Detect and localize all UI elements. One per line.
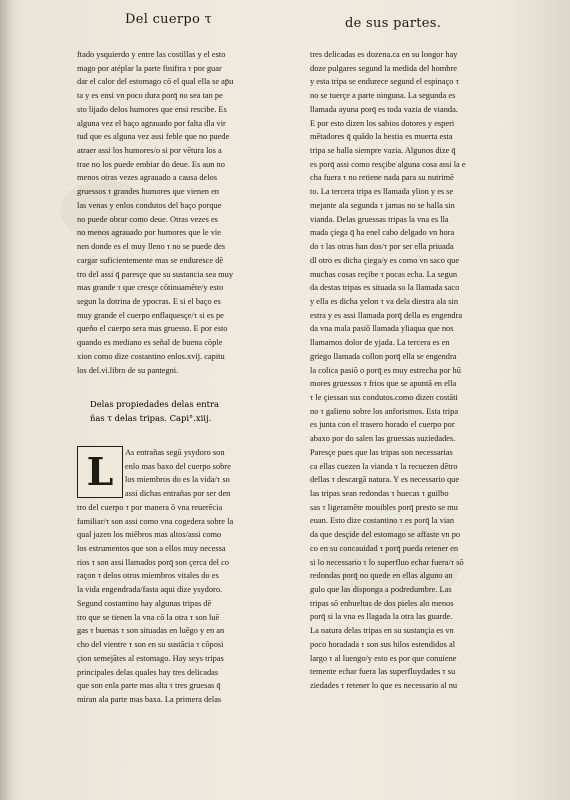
text-line: es porq̄ assi como resçibe alguna cosa assi la e (310, 159, 466, 169)
text-line: principales delas quales hay tres delicadas (77, 667, 219, 677)
text-line: redondas porq̄ no quede en ellas alguno an (310, 571, 453, 581)
text-line: tro que se tienen la vna cō la otra τ son luē (77, 612, 220, 622)
text-line: Paresçe pues que las tripas son necessarias (310, 447, 453, 457)
text-line: doze pulgares segund la medida del hombre (310, 63, 457, 73)
text-line: co en su concauidad τ porq̄ pueda retener en (310, 543, 459, 553)
text-line: da vna mala pasiō llamada yliaqua que nos (310, 324, 454, 334)
text-line: no τ galieno sobre los anforismos. Esta tripa (310, 406, 459, 416)
text-line: E por esto dizen los sabios dotores y esperi (310, 118, 455, 128)
text-line: largo τ al luengo/y esto es por que conuiene (310, 653, 457, 663)
text-line: dl otro es dicha çiega/y es como vn saco que (310, 255, 460, 265)
running-head-right: de sus partes. (345, 16, 442, 31)
text-line: assi dichas entrañas por ser den (125, 489, 231, 499)
text-line: raçon τ delos otros miembros vitales do es (77, 571, 219, 581)
text-line: porq̄ si la vna es llagada la otra las guarde. (310, 612, 453, 622)
text-line: familiar/τ son assi como vna cogedera sobre la (77, 516, 234, 526)
text-line: y esta tripa se endurece segund el espinaço τ (310, 77, 459, 87)
text-line: do τ las otras han dos/τ por ser ella priuada (310, 242, 454, 252)
text-line: gruessos τ grandes humores que vienen en (77, 187, 219, 197)
text-line: vianda. Delas gruessas tripas la vna es lla (310, 214, 449, 224)
text-line: no se tuerçe a parte ninguna. La segunda es (310, 91, 456, 101)
right-column-text (310, 48, 516, 693)
text-line: Delas propiedades delas entra (90, 399, 219, 409)
text-line: si lo necessario τ lo superfluo echar fuera/τ sō (310, 557, 464, 567)
text-line: cho del vientre τ son en su sustācia τ cōposi (77, 640, 224, 650)
text-line: τ le çiessan sus condutos.como dizen costāti (310, 392, 458, 402)
text-line: la vida engendrada/fasta aqui dize ysydoro. (77, 585, 223, 595)
text-line: tres delicadas es dozena.ca en su longor hay (310, 50, 458, 59)
text-line: ñas τ delas tripas. Capi°.xiij. (90, 413, 212, 423)
text-line: As entrañas segū ysydoro son (125, 448, 225, 457)
text-line: las tripas sean redondas τ huecas τ guilbo (310, 489, 449, 498)
text-line: tro del cuerpo τ por manera ō vna reuerēcia (77, 502, 223, 512)
text-line: dellas τ descargā natura. Y es necessario que (310, 475, 460, 485)
text-line: nen donde es el muy lleno τ no se puede des (77, 242, 226, 252)
text-line: trae no los puede embiar do deue. Es aun no (77, 159, 225, 169)
text-line: gas τ buenas τ son situadas en luēgo y en an (77, 626, 225, 636)
drop-cap-letter: L (86, 449, 114, 494)
text-line: temente echar fuera las superfluydades τ su (310, 667, 456, 677)
text-line: queño el cuerpo sera mas gruesso. E por esto (77, 324, 228, 334)
text-line: dar el calor del estomago cō el qual ella se ap̄u (77, 77, 234, 87)
chapter-heading (90, 397, 288, 425)
text-line: to. La tercera tripa es llamada ylion y es se (310, 187, 454, 197)
text-line: rios τ son assi llamados porq̄ son çerca del co (77, 557, 229, 567)
text-line: la colica pasiō o porq̄ es muy estrecha por hū (310, 365, 461, 375)
text-line: Segund costantino hay algunas tripas dē (77, 598, 212, 608)
text-line: cargar suficientemente mas se enduresce dē (77, 255, 224, 265)
left-column-paragraph (77, 48, 287, 377)
text-line: gulo que las disponga a podredumbre. Las (310, 585, 452, 595)
text-line: ftado ysquierdo y entre las costillas y el esto (77, 50, 226, 59)
text-line: no puede obrar como deue. Otras vezes es (77, 214, 218, 224)
text-line: alguna vez el baço agrauado por falta dla vir (77, 118, 226, 128)
text-line: mada çiega q̄ ha enel cabo delgado vn hora (310, 228, 455, 238)
text-line: tro del assi q̄ paresçe que su sustancia sea muy (77, 269, 234, 279)
text-line: mētadores q̄ quādo la bestia es muerta esta (310, 132, 453, 142)
text-line: menos otras vezes agrauado a causa delos (77, 173, 217, 183)
text-line: llamamos dolor de yjada. La tercera es en (310, 338, 450, 348)
text-line: quando es mediano es señal de buena cōple (77, 338, 223, 348)
text-line: da que desçide del estomago se affaste vn po (310, 530, 461, 540)
text-line: mores gruessos τ frios que se apuntā en ella (310, 379, 457, 389)
text-line: estra y es assi llamada porq̄ della es engendra (310, 310, 463, 320)
text-line: que son enla parte mas alta τ tres gruesas q̄ (77, 681, 221, 691)
text-line: çion semejātes al estomago. Hay seys tripas (77, 653, 224, 663)
text-line: tripas sō enbueltas de dos pieles alo menos (310, 598, 454, 608)
text-line: mas grande τ que cresçe cōtinuamēte/y esto (77, 283, 224, 293)
text-line: ca ellas cuezen la vianda τ la recuezen dētro (310, 461, 458, 471)
running-head-left: Del cuerpo τ (125, 12, 213, 27)
text-line: enlo mas baxo del cuerpo sobre (125, 461, 231, 471)
text-line: qual jazen los miēbros mas altos/assi como (77, 530, 222, 540)
text-line: tripa se halla siempre vazia. Algunos dize q̄ (310, 146, 456, 156)
text-line: poco horadada τ son sus hilos estendidos al (310, 639, 456, 649)
text-line: abaxo por do salen las gruessas suziedades. (310, 434, 456, 444)
text-line: muchas cosas reçibe τ pocas echa. La segun (310, 269, 458, 279)
text-line: cha fuera τ no retiene nada para su nutrimē (310, 173, 454, 183)
text-line: miran ala parte mas baxa. La primera delas (77, 694, 222, 704)
text-line: La natura delas tripas en su sustançia es vn (310, 626, 454, 636)
text-line: mejante ala segunda τ jamas no se halla sin (310, 200, 455, 210)
text-line: euan. Esto dize costantino τ es porq̄ la vian (310, 516, 455, 526)
text-line: sto lijado delos humores que ensi rescibe. Es (77, 104, 227, 114)
text-line: griego llamada collon porq̄ ella se engendra (310, 351, 457, 361)
text-line: ziedades τ retener lo que es necessario al nu (310, 681, 458, 691)
text-line: muy grande el cuerpo enflaquesçe/τ si es pe (77, 310, 224, 320)
page-gutter-shadow (0, 0, 12, 800)
text-line: da destas tripas es situada so la llamada saco (310, 283, 460, 293)
text-line: las venas y enlos condutos del baço porque (77, 200, 222, 210)
left-column-chapter-text (77, 446, 287, 707)
text-line: no menos agrauado por humores que le vie (77, 228, 221, 238)
text-line: xion como dize costantino enlos.xvij. capitu (77, 351, 225, 361)
text-line: mago por atéplar la parte finiftra τ por guar (77, 63, 222, 73)
text-line: los del.vi.libro de su pantegni. (77, 365, 179, 375)
text-line: llamada ayuna porq̄ es toda vazia de vianda. (310, 104, 458, 114)
text-line: ta y es ensi vn poco dura porq̄ no sea tan pe (77, 91, 223, 101)
text-line: segun la dotrina de ypocras. E si el baço es (77, 296, 221, 306)
text-line: los estrumentos que son a ellos muy necessa (77, 544, 226, 554)
text-line: es junta con el trasero horado el cuerpo por (310, 420, 455, 430)
text-line: sas τ ligeramēte mouibles porq̄ presto se mu (310, 502, 458, 512)
text-line: y ella es dicha yelon τ va dela diestra ala sin (310, 296, 459, 306)
text-line: atraer assi los humores/o si por vētura los a (77, 146, 222, 156)
text-line: tud que es alguna vez assi feble que no puede (77, 132, 230, 142)
text-line: los miembros do es la vida/τ so (125, 475, 230, 485)
